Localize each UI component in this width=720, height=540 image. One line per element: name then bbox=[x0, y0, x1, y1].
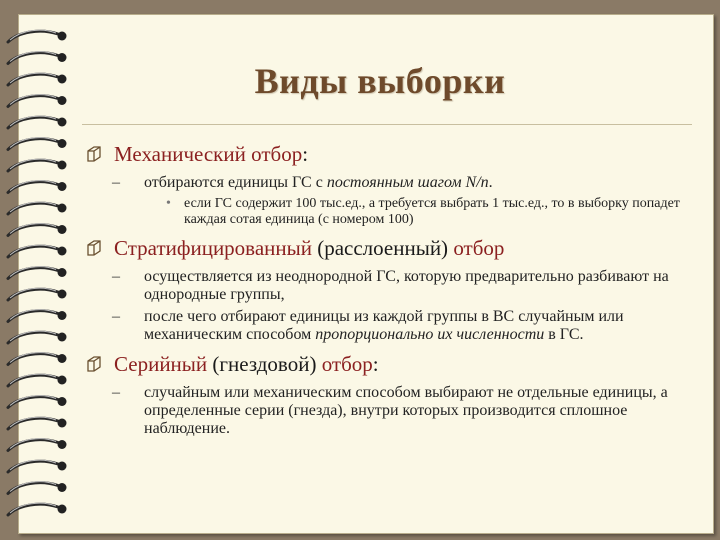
item-italic: постоянным шагом N/n bbox=[326, 174, 489, 191]
list-item bbox=[112, 308, 696, 344]
dash-bullet: – bbox=[112, 384, 120, 401]
list-item bbox=[112, 384, 696, 438]
title-divider bbox=[82, 124, 692, 125]
heading-colon: : bbox=[372, 352, 379, 376]
heading-colon: : bbox=[302, 142, 309, 166]
heading-red-2: отбор bbox=[321, 352, 373, 376]
heading-paren: (гнездовой) bbox=[207, 352, 322, 376]
item-text-end: . bbox=[488, 174, 493, 191]
item-text-end: в ГС. bbox=[544, 326, 584, 343]
dash-bullet: – bbox=[112, 268, 120, 285]
list-item bbox=[112, 174, 696, 192]
list-item bbox=[112, 268, 696, 304]
heading-red-2: отбор bbox=[453, 236, 505, 260]
heading-paren: (расслоенный) bbox=[311, 236, 454, 260]
heading-red: Серийный bbox=[114, 352, 208, 376]
section-mechanical-heading bbox=[86, 142, 696, 166]
subitem-text: если ГС содержит 100 тыс.ед., а требуется выбрать 1 тыс.ед., то в выборку попадет каждая сотая единица (с номером 100) bbox=[184, 196, 680, 227]
sub-list-item bbox=[158, 196, 696, 228]
bullet-icon bbox=[86, 355, 102, 373]
heading-red: Стратифицированный bbox=[114, 236, 312, 260]
dot-bullet: • bbox=[166, 196, 171, 211]
bullet-icon bbox=[86, 145, 102, 163]
section-serial-heading bbox=[86, 352, 696, 376]
heading-red: Механический отбор bbox=[114, 142, 303, 166]
item-text: осуществляется из неоднородной ГС, которую предварительно разбивают на однородные группы, bbox=[144, 268, 669, 303]
item-text: отбираются единицы ГС с bbox=[144, 174, 327, 191]
item-text: случайным или механическим способом выбирают не отдельные единицы, а определенные серии (гнезда), внутри которых производится сплошное наблюдение. bbox=[144, 384, 668, 437]
page-title: Виды выборки bbox=[254, 61, 506, 101]
item-text: после чего отбирают единицы из каждой группы в ВС случайным или механическим способом bbox=[144, 308, 624, 343]
item-italic: пропорционально их численности bbox=[315, 326, 545, 343]
content-area bbox=[86, 142, 696, 442]
dash-bullet: – bbox=[112, 174, 120, 191]
section-stratified-heading bbox=[86, 236, 696, 260]
bullet-icon bbox=[86, 239, 102, 257]
dash-bullet: – bbox=[112, 308, 120, 325]
